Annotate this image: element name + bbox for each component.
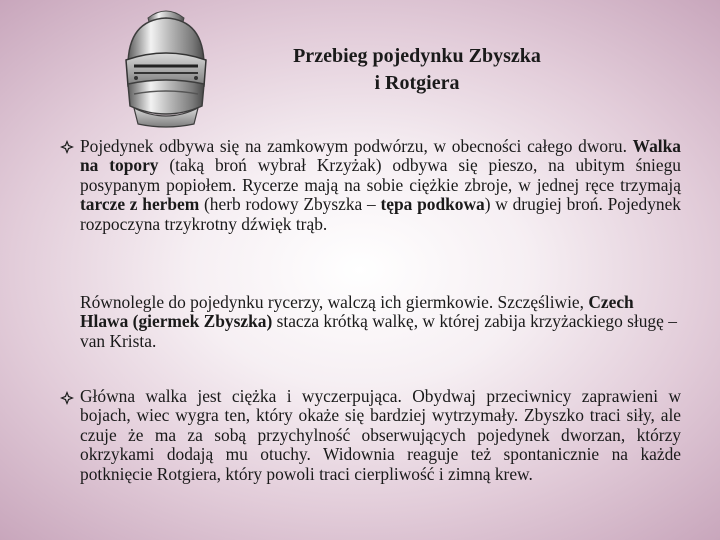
- knight-helmet-icon: [112, 6, 220, 128]
- bold-segment: Czech Hlawa (giermek Zbyszka): [80, 292, 634, 332]
- diamond-bullet-icon: [60, 391, 74, 405]
- paragraph-main-fight: [80, 387, 681, 484]
- paragraph-squires-fight: [80, 293, 681, 351]
- bold-segment: tarcze z herbem: [80, 194, 200, 215]
- slide-title-line-1: Przebieg pojedynku Zbyszka: [293, 45, 541, 67]
- text-segment: Pojedynek odbywa się na zamkowym podwórzu, w obecności całego dworu.: [80, 136, 633, 156]
- slide-title: [252, 43, 582, 97]
- bold-segment: tępa podkowa: [380, 194, 485, 215]
- text-segment: Równolegle do pojedynku rycerzy, walczą ich giermkowie. Szczęśliwie,: [80, 292, 589, 312]
- text-segment: (taką broń wybrał Krzyżak) odbywa się pieszo, na ubitym śniegu posypanym popiołem. Rycerze mają na sobie ciężkie zbroje, w jednej ręce trzymają: [80, 155, 681, 195]
- text-segment: ) w drugiej broń. Pojedynek rozpoczyna trzykrotny dźwięk trąb.: [80, 194, 682, 234]
- text-segment: (herb rodowy Zbyszka –: [199, 194, 381, 215]
- slide-title-line-2: i Rotgiera: [374, 72, 460, 94]
- paragraph-duel-setting: [80, 137, 681, 234]
- bold-segment: Walka na topory: [80, 136, 681, 176]
- text-segment: Główna walka jest ciężka i wyczerpująca. Obydwaj przeciwnicy zaprawieni w bojach, wiec wygra ten, który okaże się bardziej wytrzymały. Zbyszko traci siły, ale czuje że ma za sobą przychylność obserwujących pojedynek dworzan, którzy okrzykami dodają mu otuchy. Widownia reaguje też spontanicznie na każde potknięcie Rotgiera, który powoli traci cierpliwość i zimną krew.: [80, 386, 681, 484]
- text-segment: stacza krótką walkę, w której zabija krzyżackiego sługę – van Krista.: [80, 311, 677, 351]
- diamond-bullet-icon: [60, 140, 74, 154]
